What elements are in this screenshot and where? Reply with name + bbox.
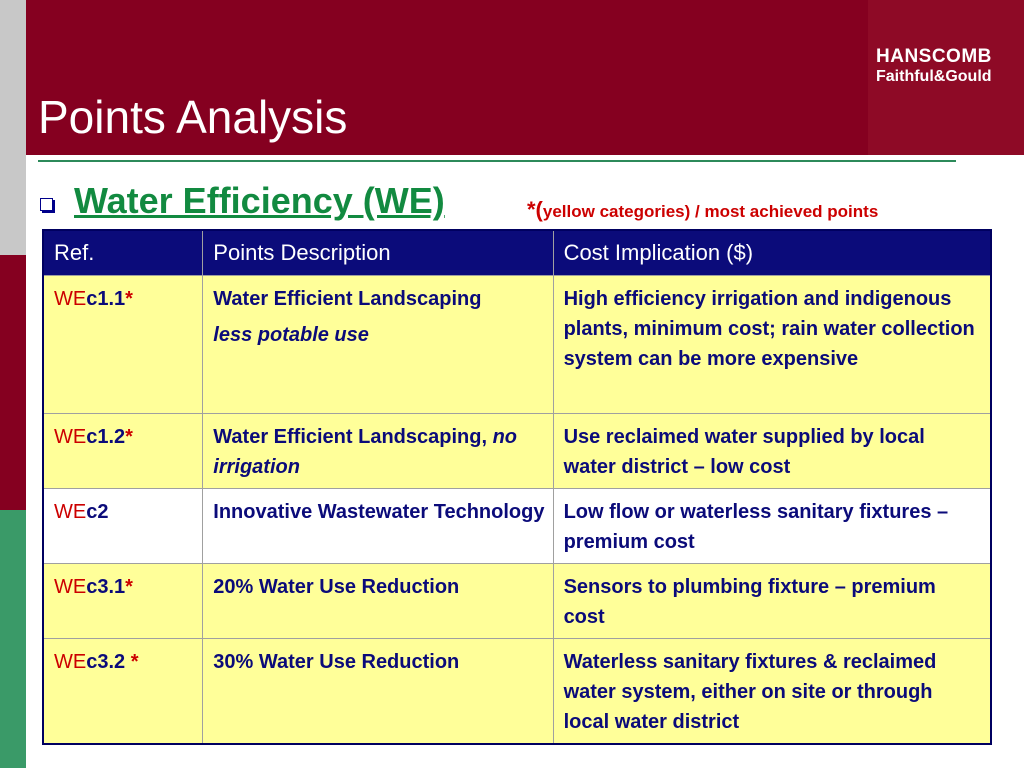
table-row — [43, 414, 991, 489]
description-cell — [203, 414, 553, 489]
header-ref: Ref. — [43, 230, 203, 276]
ref-prefix: WE — [54, 651, 87, 673]
ref-prefix: WE — [54, 501, 87, 523]
points-table — [42, 229, 992, 745]
ref-star: * — [125, 288, 133, 310]
description-cell — [203, 564, 553, 639]
cost-cell: High efficiency irrigation and indigenous plants, minimum cost; rain water collection system can be more expensive — [553, 276, 991, 414]
title-divider — [38, 160, 956, 162]
logo-line-1: HANSCOMB — [876, 46, 992, 67]
cost-cell: Sensors to plumbing fixture – premium cost — [553, 564, 991, 639]
ref-code: c1.1 — [86, 288, 126, 310]
description-text: 30% Water Use Reduction — [213, 651, 460, 673]
table-row — [43, 564, 991, 639]
ref-star: * — [130, 651, 139, 673]
cost-cell: Use reclaimed water supplied by local water district – low cost — [553, 414, 991, 489]
slide-title: Points Analysis — [38, 91, 348, 143]
table-row — [43, 276, 991, 414]
ref-star: * — [125, 576, 133, 598]
ref-prefix: WE — [54, 288, 87, 310]
ref-star: * — [125, 426, 133, 448]
cost-cell: Low flow or waterless sanitary fixtures – premium cost — [553, 489, 991, 564]
table-row — [43, 639, 991, 745]
ref-cell — [43, 414, 203, 489]
ref-code: c3.1 — [86, 576, 126, 598]
ref-cell — [43, 564, 203, 639]
header-cost: Cost Implication ($) — [553, 230, 991, 276]
checkbox-bullet-icon — [40, 198, 53, 211]
subnote-text: yellow categories) / most achieved points — [542, 202, 879, 221]
ref-prefix: WE — [54, 576, 87, 598]
description-text: Innovative Wastewater Technology — [213, 501, 545, 523]
description-cell — [203, 276, 553, 414]
subnote-star: *( — [527, 197, 543, 222]
ref-code: c2 — [86, 501, 109, 523]
description-note: no irrigation — [213, 426, 518, 478]
ref-code: c3.2 — [86, 651, 131, 673]
logo-line-2: Faithful&Gould — [876, 68, 992, 85]
side-strip-red — [0, 255, 26, 510]
ref-prefix: WE — [54, 426, 87, 448]
description-cell — [203, 639, 553, 745]
side-strip-green — [0, 510, 26, 768]
header-description: Points Description — [203, 230, 553, 276]
description-note: less potable use — [213, 324, 369, 346]
table-header-row — [43, 230, 991, 276]
table-row — [43, 489, 991, 564]
ref-code: c1.2 — [86, 426, 126, 448]
ref-cell — [43, 276, 203, 414]
ref-cell — [43, 639, 203, 745]
section-subnote — [527, 197, 878, 223]
side-strip-gray — [0, 0, 26, 255]
cost-cell: Waterless sanitary fixtures & reclaimed water system, either on site or through local water district — [553, 639, 991, 745]
description-text: 20% Water Use Reduction — [213, 576, 460, 598]
company-logo — [868, 0, 1024, 155]
description-text: Water Efficient Landscaping, — [213, 426, 493, 448]
section-heading: Water Efficiency (WE) — [74, 180, 445, 221]
description-cell — [203, 489, 553, 564]
description-text: Water Efficient Landscaping — [213, 288, 482, 310]
ref-cell — [43, 489, 203, 564]
